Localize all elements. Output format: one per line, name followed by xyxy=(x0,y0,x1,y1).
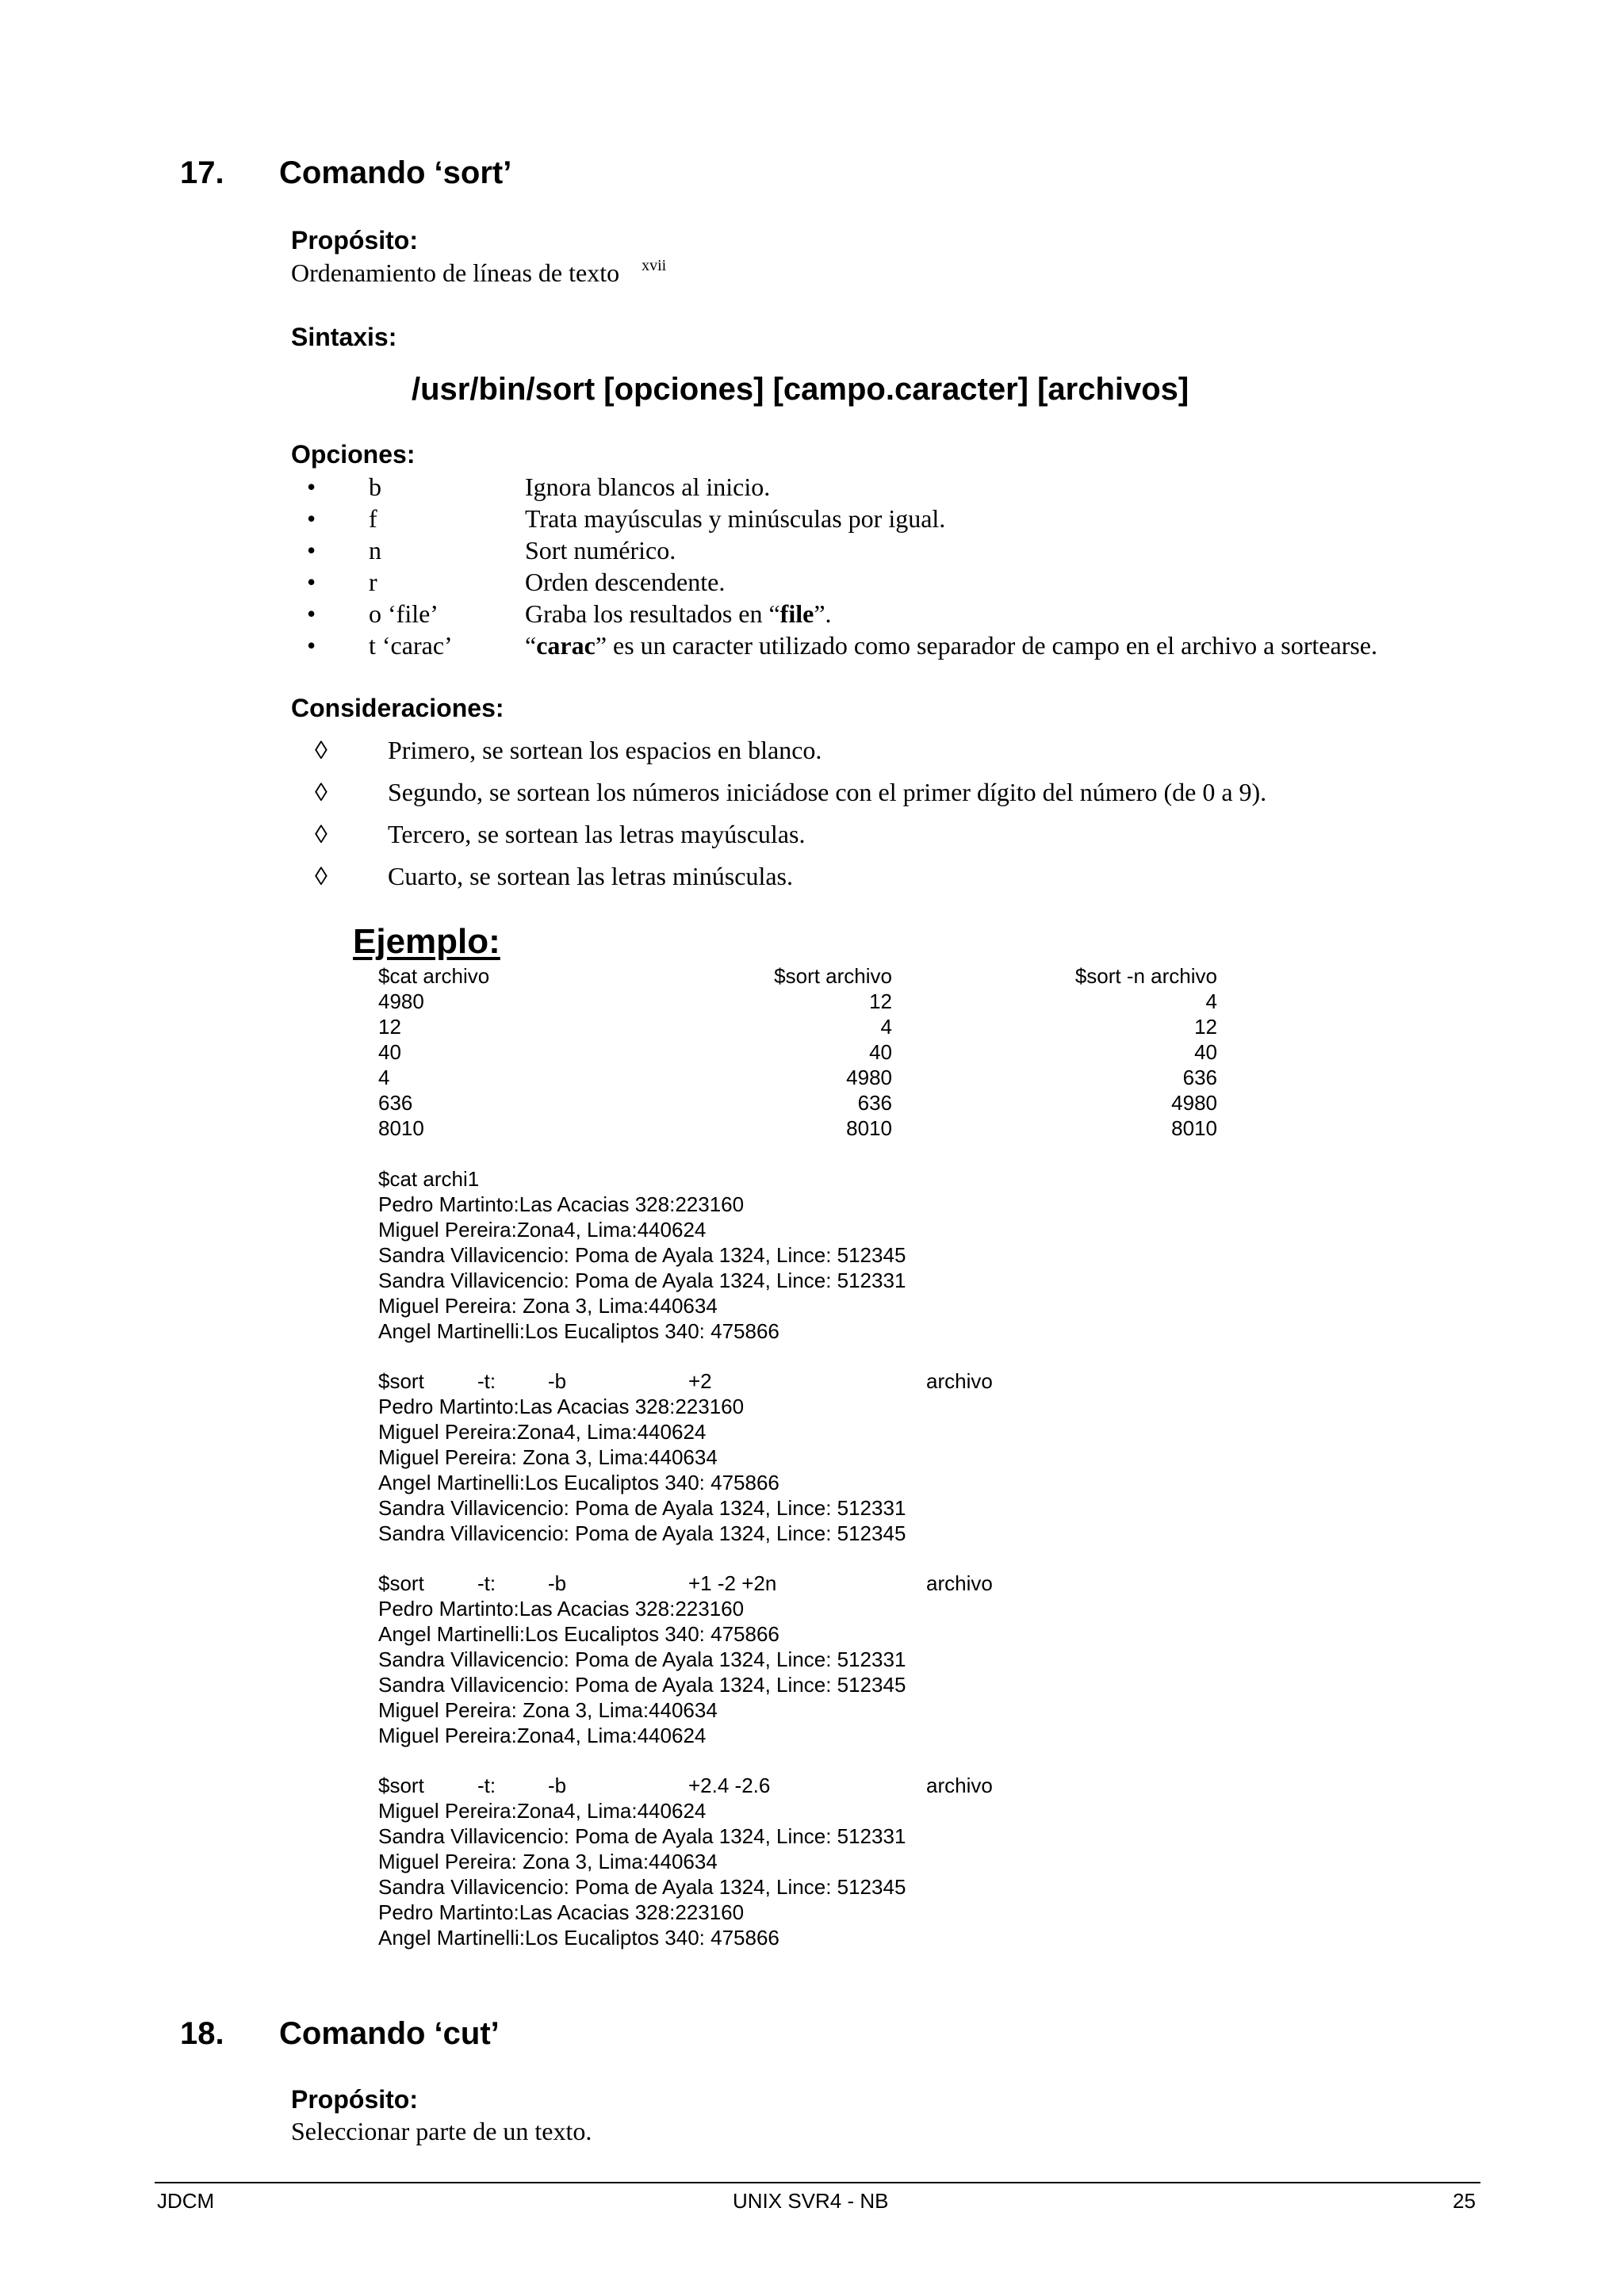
sort-block xyxy=(378,1773,1092,1950)
purpose-heading: Propósito: xyxy=(291,226,418,254)
cell: 4 xyxy=(378,1066,390,1089)
cmd-flag: -b xyxy=(548,1571,567,1595)
header-sort: $sort archivo xyxy=(774,964,892,988)
cmd-sort: $sort xyxy=(378,1571,424,1595)
option-desc-post: ”. xyxy=(814,599,832,628)
output-line: Miguel Pereira:Zona4, Lima:440624 xyxy=(378,1724,707,1747)
output-line: Sandra Villavicencio: Poma de Ayala 1324, Lince: 512345 xyxy=(378,1673,906,1697)
cell: 40 xyxy=(1194,1040,1217,1064)
options-heading: Opciones: xyxy=(291,440,416,469)
output-line: Miguel Pereira:Zona4, Lima:440624 xyxy=(378,1799,707,1823)
header-sort-n: $sort -n archivo xyxy=(1074,964,1217,988)
example-table-row xyxy=(378,989,1217,1015)
output-line: Pedro Martinto:Las Acacias 328:223160 xyxy=(378,1395,745,1418)
command-line xyxy=(378,1368,1092,1394)
cmd-delimiter: -t: xyxy=(477,1369,496,1393)
bullet: • xyxy=(307,504,316,533)
cmd-delimiter: -t: xyxy=(477,1774,496,1797)
considerations-heading: Consideraciones: xyxy=(291,694,504,722)
output-line: Miguel Pereira: Zona 3, Lima:440634 xyxy=(378,1294,718,1318)
cmd-flag: -b xyxy=(548,1774,567,1797)
output-line: Pedro Martinto:Las Acacias 328:223160 xyxy=(378,1900,745,1924)
section-17-title: Comando ‘sort’ xyxy=(279,155,512,190)
option-desc-pre: Graba los resultados en “ xyxy=(525,599,780,628)
cmd-delimiter: -t: xyxy=(477,1571,496,1595)
cell: 4980 xyxy=(846,1066,892,1089)
cat-archi1-block xyxy=(378,1166,906,1344)
cell: 40 xyxy=(378,1040,401,1064)
footnote-ref: xvii xyxy=(642,257,667,274)
cell: 12 xyxy=(1194,1015,1217,1039)
output-line: Sandra Villavicencio: Poma de Ayala 1324, Lince: 512331 xyxy=(378,1269,906,1292)
example-table-row xyxy=(378,1066,1217,1091)
cell: 12 xyxy=(869,989,892,1013)
option-desc-bold: carac xyxy=(536,631,596,660)
section-18-title: Comando ‘cut’ xyxy=(279,2016,500,2051)
option-desc-bold: file xyxy=(779,599,814,628)
syntax-heading: Sintaxis: xyxy=(291,323,397,351)
example-table-row xyxy=(378,1116,1217,1142)
example-table-row xyxy=(378,1015,1217,1040)
diamond-icon: ◊ xyxy=(315,736,327,764)
consideration-text: Primero, se sortean los espacios en blanco. xyxy=(388,736,822,764)
output-line: Miguel Pereira: Zona 3, Lima:440634 xyxy=(378,1445,718,1469)
option-key: b xyxy=(369,473,381,501)
output-line: Angel Martinelli:Los Eucaliptos 340: 475866 xyxy=(378,1926,779,1950)
output-line: Sandra Villavicencio: Poma de Ayala 1324, Lince: 512345 xyxy=(378,1243,906,1267)
example-table-header xyxy=(378,964,1217,989)
option-desc: Orden descendente. xyxy=(525,568,726,596)
option-key: r xyxy=(369,568,377,596)
section-18-number: 18. xyxy=(180,2016,224,2051)
diamond-icon: ◊ xyxy=(315,778,327,806)
option-desc xyxy=(525,631,1377,660)
option-desc xyxy=(525,599,832,629)
cmd-sort: $sort xyxy=(378,1369,424,1393)
cell: 4980 xyxy=(378,989,424,1013)
cmd-file: archivo xyxy=(926,1571,993,1595)
output-line: Pedro Martinto:Las Acacias 328:223160 xyxy=(378,1192,745,1216)
cmd-key: +2 xyxy=(688,1369,712,1393)
output-line: Miguel Pereira:Zona4, Lima:440624 xyxy=(378,1218,707,1242)
cell: 636 xyxy=(1182,1066,1217,1089)
output-line: Miguel Pereira: Zona 3, Lima:440634 xyxy=(378,1850,718,1873)
option-desc: Trata mayúsculas y minúsculas por igual. xyxy=(525,504,946,533)
example-table-row xyxy=(378,1091,1217,1116)
output-line: Sandra Villavicencio: Poma de Ayala 1324, Lince: 512331 xyxy=(378,1824,906,1848)
example-heading: Ejemplo: xyxy=(353,922,500,961)
command-line: $cat archi1 xyxy=(378,1167,480,1191)
page-number: 25 xyxy=(1453,2189,1476,2213)
option-key: t ‘carac’ xyxy=(369,631,453,660)
bullet: • xyxy=(307,568,316,596)
cmd-file: archivo xyxy=(926,1774,993,1797)
option-desc: Sort numérico. xyxy=(525,536,676,564)
cmd-flag: -b xyxy=(548,1369,567,1393)
cmd-file: archivo xyxy=(926,1369,993,1393)
bullet: • xyxy=(307,536,316,564)
cell: 636 xyxy=(378,1091,413,1115)
section-17-number: 17. xyxy=(180,155,224,190)
sort-block xyxy=(378,1571,1092,1748)
footer-author: JDCM xyxy=(157,2189,215,2213)
cell: 8010 xyxy=(1171,1116,1217,1140)
purpose-text-18: Seleccionar parte de un texto. xyxy=(291,2117,592,2145)
command-line xyxy=(378,1571,1092,1596)
option-desc: Ignora blancos al inicio. xyxy=(525,473,771,501)
cell: 8010 xyxy=(846,1116,892,1140)
cmd-sort: $sort xyxy=(378,1774,424,1797)
header-cat: $cat archivo xyxy=(378,964,490,988)
purpose-text xyxy=(291,258,666,288)
option-key: f xyxy=(369,504,377,533)
cell: 8010 xyxy=(378,1116,424,1140)
output-line: Pedro Martinto:Las Acacias 328:223160 xyxy=(378,1597,745,1621)
output-line: Sandra Villavicencio: Poma de Ayala 1324, Lince: 512345 xyxy=(378,1521,906,1545)
output-line: Angel Martinelli:Los Eucaliptos 340: 475866 xyxy=(378,1471,779,1494)
output-line: Angel Martinelli:Los Eucaliptos 340: 475866 xyxy=(378,1319,779,1343)
option-desc-post: ” es un caracter utilizado como separador de campo en el archivo a sortearse. xyxy=(595,631,1377,660)
bullet: • xyxy=(307,631,316,660)
command-line xyxy=(378,1773,1092,1798)
cell: 4 xyxy=(880,1015,892,1039)
option-desc-pre: “ xyxy=(525,631,537,660)
syntax-line: /usr/bin/sort [opciones] [campo.caracter] [archivos] xyxy=(412,372,1189,407)
bullet: • xyxy=(307,473,316,501)
output-line: Angel Martinelli:Los Eucaliptos 340: 475866 xyxy=(378,1622,779,1646)
bullet: • xyxy=(307,599,316,628)
output-line: Miguel Pereira:Zona4, Lima:440624 xyxy=(378,1420,707,1444)
diamond-icon: ◊ xyxy=(315,820,327,848)
output-line: Sandra Villavicencio: Poma de Ayala 1324, Lince: 512331 xyxy=(378,1496,906,1520)
footer-title: UNIX SVR4 - NB xyxy=(733,2189,889,2213)
cell: 40 xyxy=(869,1040,892,1064)
cell: 4980 xyxy=(1171,1091,1217,1115)
cmd-key: +2.4 -2.6 xyxy=(688,1774,771,1797)
output-line: Sandra Villavicencio: Poma de Ayala 1324, Lince: 512331 xyxy=(378,1647,906,1671)
cmd-key: +1 -2 +2n xyxy=(688,1571,777,1595)
consideration-text: Segundo, se sortean los números iniciádose con el primer dígito del número (de 0 a 9). xyxy=(388,778,1267,806)
example-table-row xyxy=(378,1040,1217,1066)
purpose-text-content: Ordenamiento de líneas de texto xyxy=(291,258,620,287)
cell: 636 xyxy=(857,1091,892,1115)
diamond-icon: ◊ xyxy=(315,862,327,890)
sort-block xyxy=(378,1368,1092,1546)
cell: 12 xyxy=(378,1015,401,1039)
cell: 4 xyxy=(1205,989,1217,1013)
option-key: o ‘file’ xyxy=(369,599,439,628)
purpose-heading-18: Propósito: xyxy=(291,2085,418,2114)
consideration-text: Tercero, se sortean las letras mayúsculas. xyxy=(388,820,806,848)
option-key: n xyxy=(369,536,381,564)
consideration-text: Cuarto, se sortean las letras minúsculas. xyxy=(388,862,793,890)
output-line: Sandra Villavicencio: Poma de Ayala 1324, Lince: 512345 xyxy=(378,1875,906,1899)
footer-rule xyxy=(155,2182,1480,2183)
output-line: Miguel Pereira: Zona 3, Lima:440634 xyxy=(378,1698,718,1722)
